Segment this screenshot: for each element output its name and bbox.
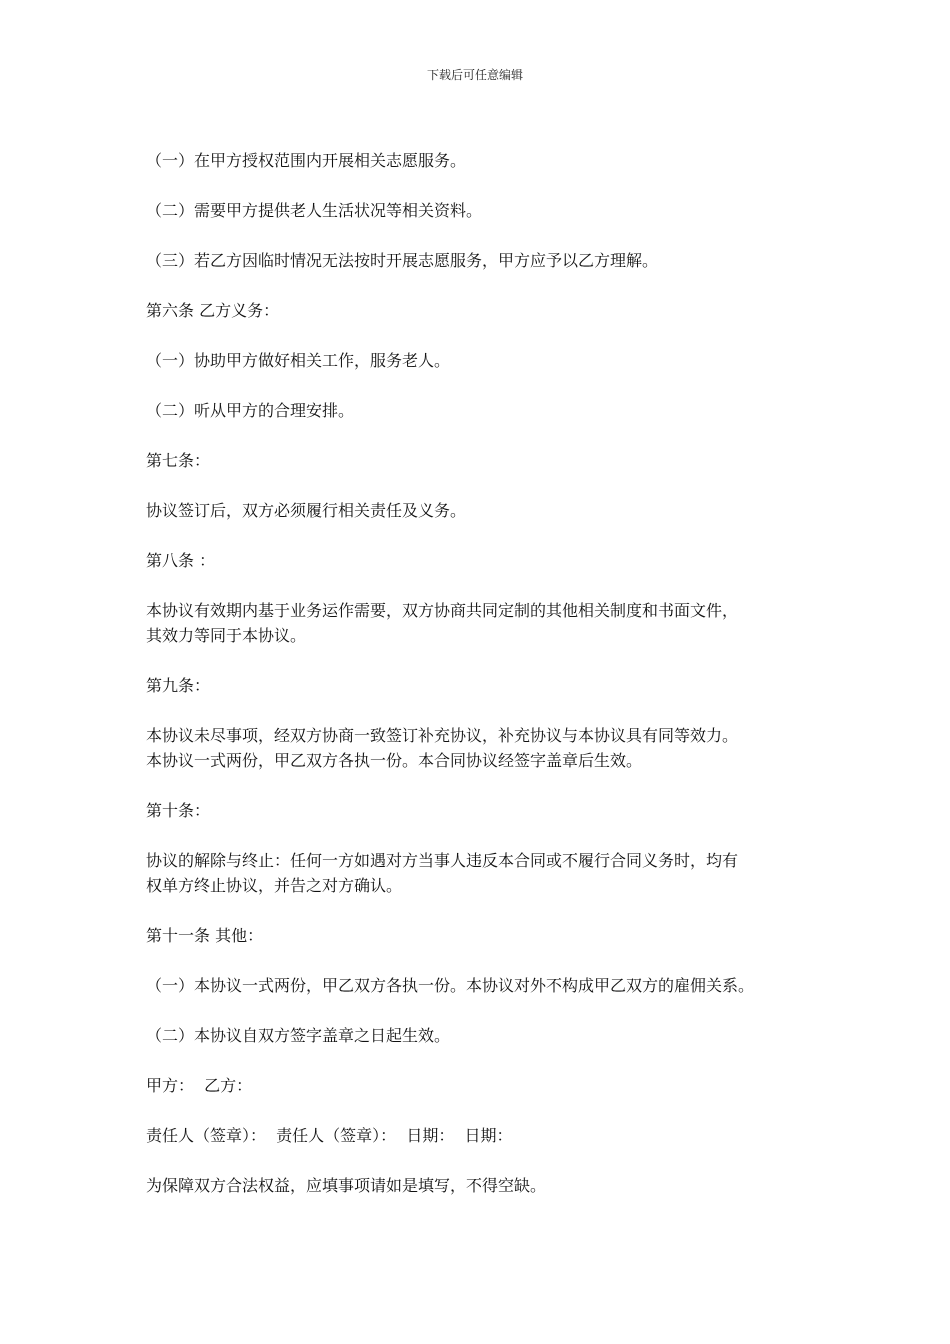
signature-parties: 甲方： 乙方： xyxy=(146,1076,253,1095)
paragraph: 协议的解除与终止：任何一方如遇对方当事人违反本合同或不履行合同义务时，均有 权单方终止协议，并告之对方确认。 xyxy=(146,851,739,895)
paragraph: （二）听从甲方的合理安排。 xyxy=(146,401,355,420)
section-heading: 第十一条 其他： xyxy=(146,926,264,945)
paragraph: （三）若乙方因临时情况无法按时开展志愿服务，甲方应予以乙方理解。 xyxy=(146,251,659,270)
page-header: 下载后可任意编辑 xyxy=(426,68,523,82)
footer-note: 为保障双方合法权益，应填事项请如是填写，不得空缺。 xyxy=(146,1176,547,1195)
section-heading: 第十条： xyxy=(146,801,211,820)
section-heading: 第八条 ： xyxy=(146,551,216,570)
paragraph: 本协议有效期内基于业务运作需要，双方协商共同定制的其他相关制度和书面文件， 其效力等同于本协议。 xyxy=(146,601,739,645)
paragraph: 协议签订后，双方必须履行相关责任及义务。 xyxy=(146,501,467,520)
section-heading: 第六条 乙方义务： xyxy=(146,301,280,320)
signature-fields: 责任人（签章）： 责任人（签章）： 日期： 日期： xyxy=(146,1126,513,1145)
paragraph: （一）在甲方授权范围内开展相关志愿服务。 xyxy=(146,151,467,170)
section-heading: 第七条： xyxy=(146,451,211,470)
paragraph: （二）需要甲方提供老人生活状况等相关资料。 xyxy=(146,201,483,220)
paragraph: （一）本协议一式两份，甲乙双方各执一份。本协议对外不构成甲乙双方的雇佣关系。 xyxy=(146,976,755,995)
paragraph: （二）本协议自双方签字盖章之日起生效。 xyxy=(146,1026,451,1045)
paragraph: 本协议未尽事项，经双方协商一致签订补充协议，补充协议与本协议具有同等效力。 本协议一式两份，甲乙双方各执一份。本合同协议经签字盖章后生效。 xyxy=(146,726,739,770)
section-heading: 第九条： xyxy=(146,676,211,695)
paragraph: （一）协助甲方做好相关工作，服务老人。 xyxy=(146,351,451,370)
document-body xyxy=(146,148,826,1223)
